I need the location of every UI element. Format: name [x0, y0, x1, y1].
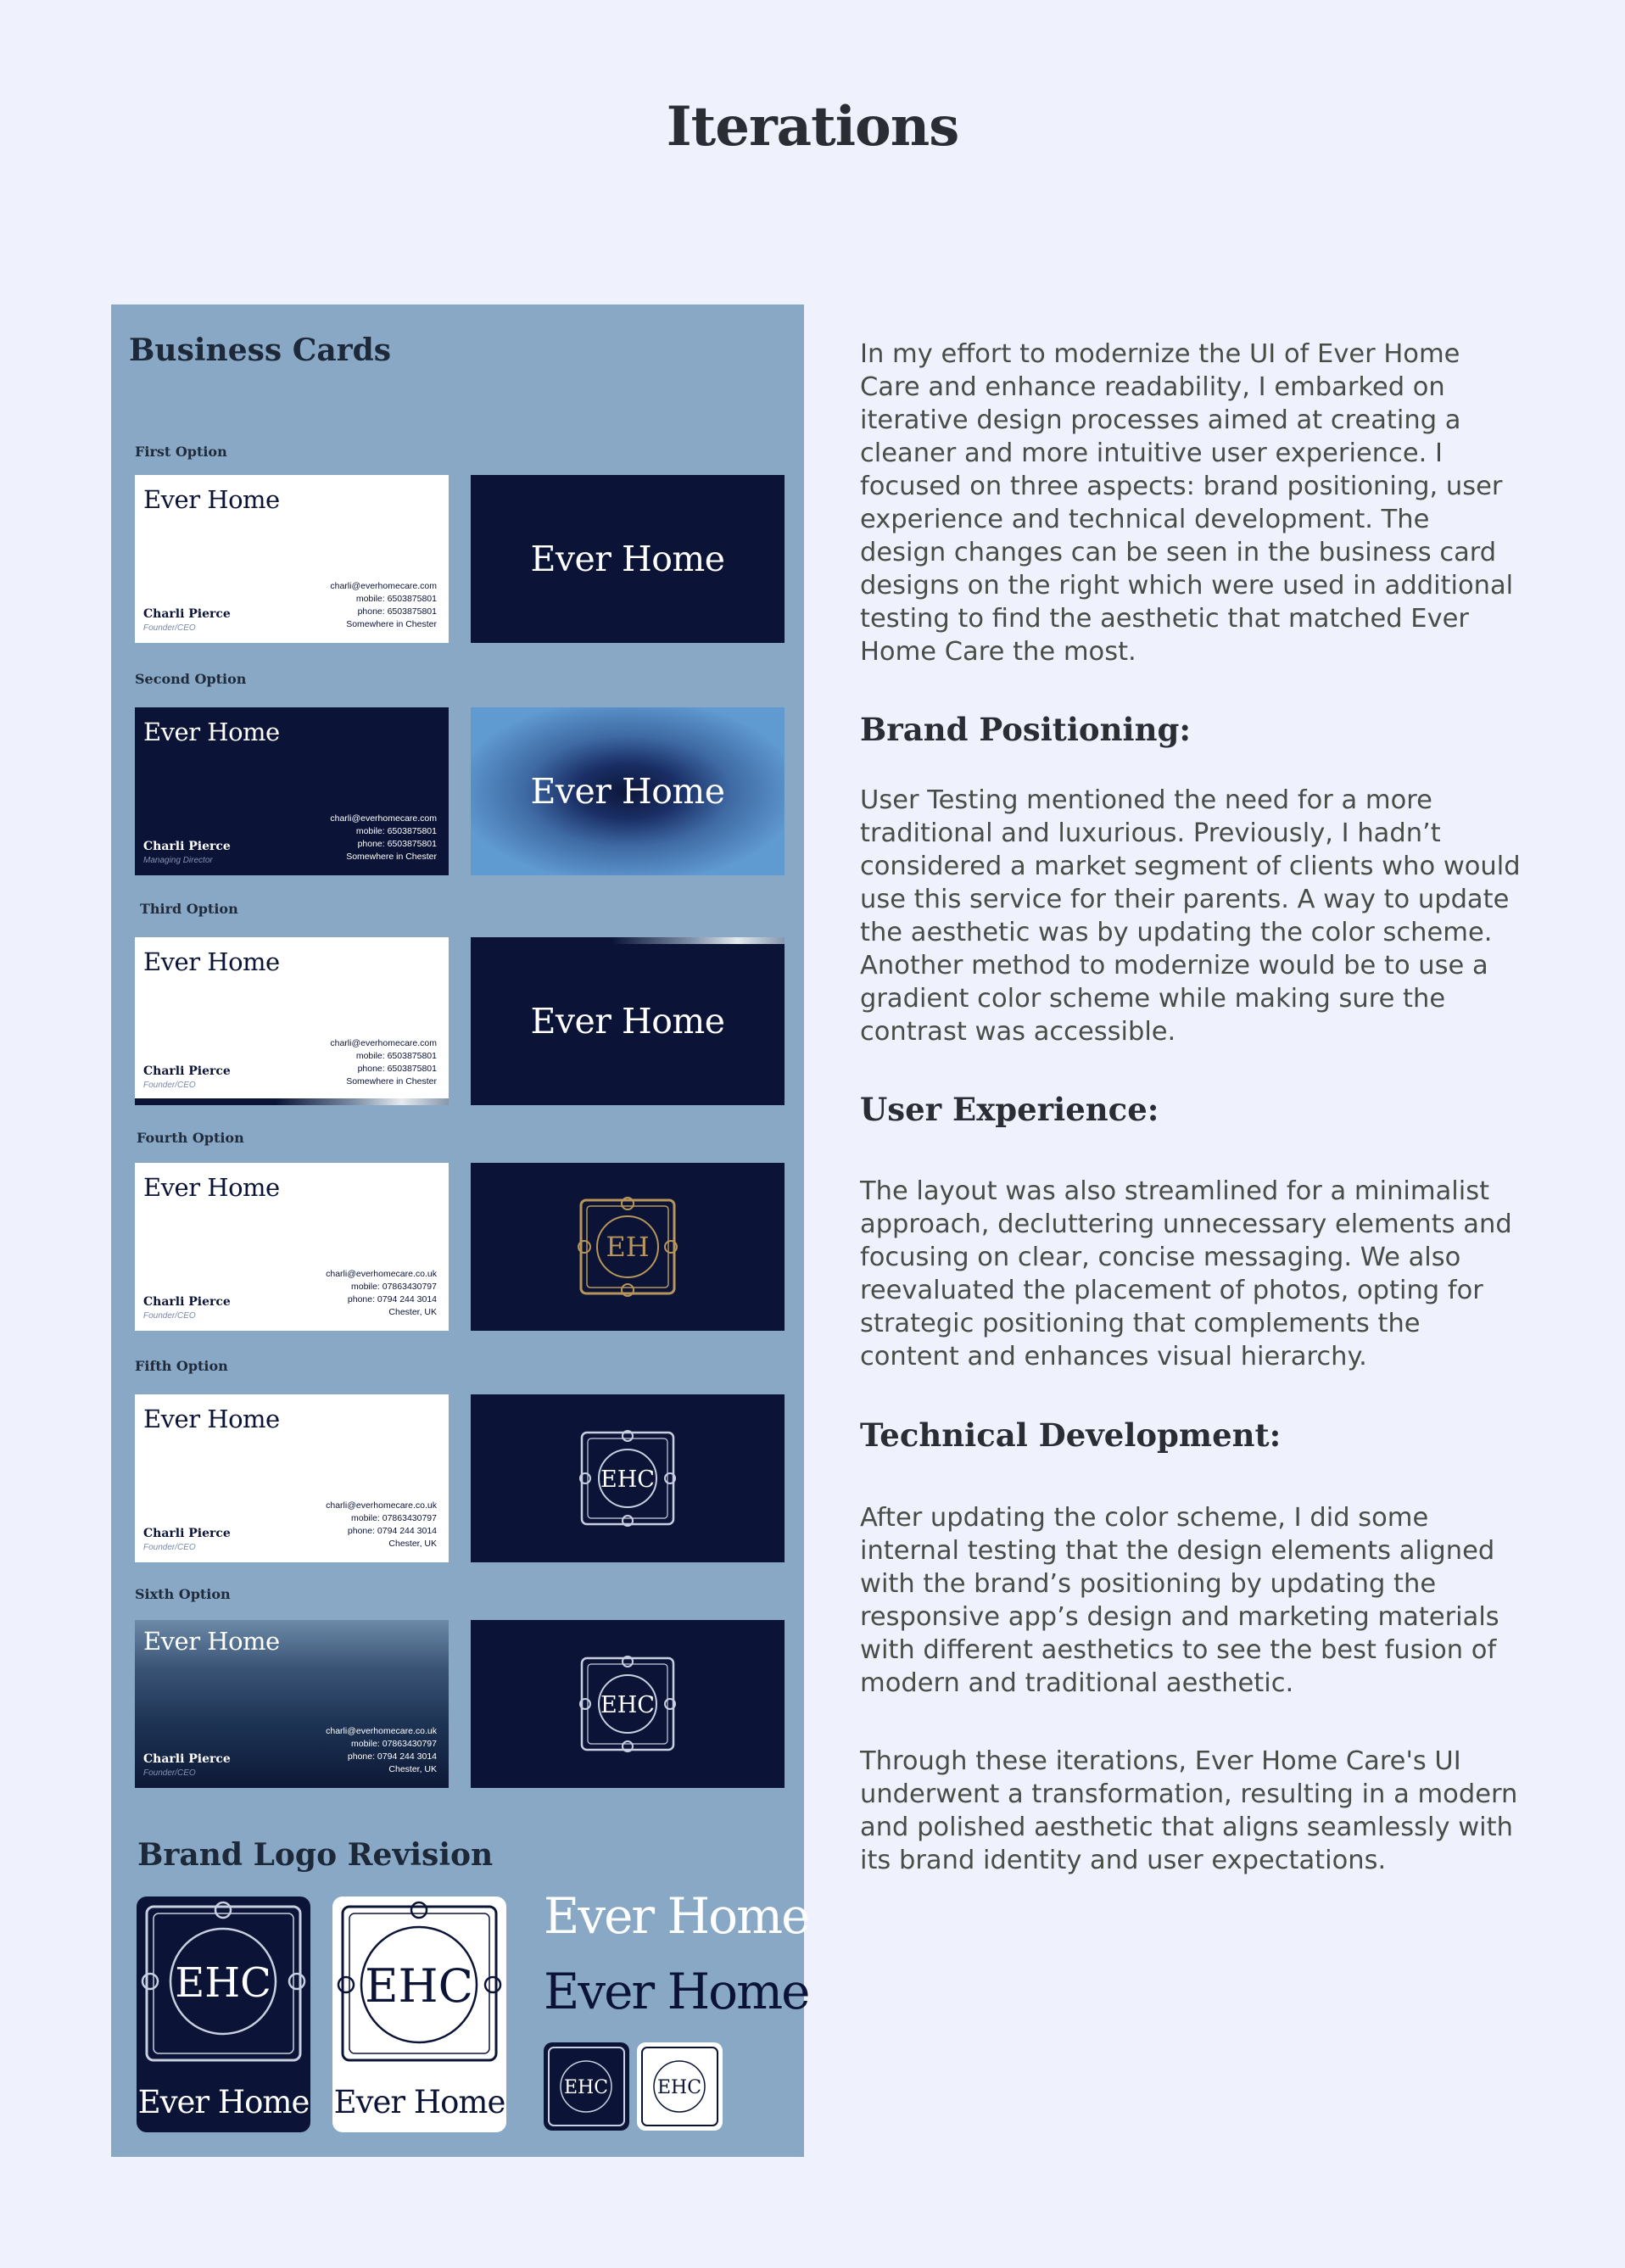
intro-section — [860, 338, 1522, 668]
card-role: Founder/CEO — [143, 1081, 196, 1090]
card-role: Founder/CEO — [143, 1543, 196, 1552]
card-name: Charli Pierce — [143, 1527, 231, 1540]
card-name: Charli Pierce — [143, 607, 231, 621]
card-back — [471, 707, 785, 875]
rope-frame-icon — [332, 1897, 506, 2070]
user-experience-paragraph: The layout was also streamlined for a minimalist approach, decluttering unnecessary elements and focusing on clear, concise messaging. We also reevaluated the placement of photos, opting for strategic positioning that complements the content and enhances visual hierarchy. — [860, 1176, 1512, 1371]
gradient-stripe — [135, 1098, 449, 1105]
option-label: Sixth Option — [135, 1586, 231, 1602]
business-cards-panel — [111, 304, 809, 2157]
card-brand: Ever Home — [143, 1173, 280, 1202]
option-label: Second Option — [135, 671, 247, 687]
brand-positioning-section — [860, 784, 1522, 1048]
contact-address: Chester, UK — [388, 1307, 437, 1317]
option-label: Fifth Option — [135, 1358, 228, 1374]
contact-mobile: mobile: 6503875801 — [355, 826, 437, 836]
card-contact — [330, 1037, 437, 1088]
monogram-emblem — [471, 1620, 785, 1788]
contact-mobile: mobile: 6503875801 — [355, 1051, 437, 1061]
logo-tile-dark — [137, 1897, 310, 2132]
rope-frame-icon — [637, 2042, 723, 2131]
contact-address: Somewhere in Chester — [346, 619, 437, 629]
contact-address: Somewhere in Chester — [346, 852, 437, 862]
contact-email: charli@everhomecare.com — [330, 813, 437, 824]
monogram-emblem — [471, 1163, 785, 1331]
card-back-wordmark: Ever Home — [530, 771, 725, 812]
brand-positioning-paragraph: User Testing mentioned the need for a more traditional and luxurious. Previously, I hadn’t considered a market segment of clients who would use this service for their parents. A way to update the aesthetic was by updating the color scheme. Another method to modernize would be to use a gradient color scheme while making sure the contrast was accessible. — [860, 785, 1521, 1047]
rope-frame-icon — [575, 1651, 680, 1757]
monogram-text: EHC — [600, 1466, 655, 1493]
contact-phone: phone: 6503875801 — [357, 606, 437, 617]
card-role: Founder/CEO — [143, 1768, 196, 1778]
rope-frame-icon — [137, 1897, 310, 2070]
card-back — [471, 1163, 785, 1331]
card-name: Charli Pierce — [143, 1064, 231, 1078]
contact-email: charli@everhomecare.com — [330, 581, 437, 591]
card-name: Charli Pierce — [143, 840, 231, 853]
monogram-text: EHC — [600, 1692, 655, 1718]
page-title: Iterations — [666, 95, 959, 159]
card-back-wordmark: Ever Home — [530, 1001, 725, 1042]
rope-frame-icon — [575, 1426, 680, 1531]
rope-frame-icon — [572, 1192, 683, 1302]
contact-mobile: mobile: 07863430797 — [350, 1739, 437, 1749]
contact-phone: phone: 0794 244 3014 — [347, 1751, 437, 1762]
card-brand: Ever Home — [143, 947, 280, 976]
card-brand: Ever Home — [143, 718, 280, 746]
contact-email: charli@everhomecare.co.uk — [326, 1500, 437, 1511]
card-front — [135, 475, 449, 643]
card-front — [135, 1163, 449, 1331]
technical-development-heading: Technical Development: — [860, 1416, 1282, 1454]
contact-email: charli@everhomecare.com — [330, 1038, 437, 1048]
option-label: Third Option — [140, 901, 238, 917]
card-name: Charli Pierce — [143, 1295, 231, 1309]
contact-phone: phone: 6503875801 — [357, 839, 437, 849]
card-role: Managing Director — [143, 856, 213, 865]
card-back — [471, 1620, 785, 1788]
card-name: Charli Pierce — [143, 1752, 231, 1766]
logo-tile-light — [332, 1897, 506, 2132]
monogram-text: EH — [606, 1231, 650, 1263]
business-cards-heading: Business Cards — [129, 332, 392, 368]
logo-tile-wordmark: Ever Home — [137, 2084, 310, 2120]
card-brand: Ever Home — [143, 1627, 280, 1656]
monogram-text: EHC — [656, 2077, 702, 2098]
contact-mobile: mobile: 07863430797 — [350, 1282, 437, 1292]
card-front — [135, 1620, 449, 1788]
monogram-text: EHC — [563, 2077, 609, 2098]
contact-email: charli@everhomecare.co.uk — [326, 1269, 437, 1279]
monogram-text: EHC — [175, 1959, 271, 2007]
option-label: First Option — [135, 444, 227, 460]
card-front — [135, 707, 449, 875]
card-back — [471, 937, 785, 1105]
intro-paragraph: In my effort to modernize the UI of Ever Home Care and enhance readability, I embarked on iterative design processes aimed at creating a cleaner and more intuitive user experience. I focused on three aspects: brand positioning, user experience and technical development. The design changes can be seen in the business card designs on the right which were used in additional testing to find the aesthetic that matched Ever Home Care the most. — [860, 339, 1514, 667]
technical-development-section — [860, 1501, 1522, 1700]
contact-address: Somewhere in Chester — [346, 1076, 437, 1087]
card-role: Founder/CEO — [143, 623, 196, 633]
logo-tile-wordmark: Ever Home — [333, 2084, 505, 2120]
wordmark-dark: Ever Home — [544, 1963, 809, 2020]
contact-address: Chester, UK — [388, 1764, 437, 1774]
card-contact — [326, 1268, 437, 1319]
contact-mobile: mobile: 07863430797 — [350, 1513, 437, 1523]
card-back-wordmark: Ever Home — [530, 539, 725, 579]
mini-logo-dark — [544, 2042, 629, 2131]
monogram-emblem — [471, 1394, 785, 1562]
conclusion-section — [860, 1745, 1522, 1877]
contact-mobile: mobile: 6503875801 — [355, 594, 437, 604]
card-brand: Ever Home — [143, 1405, 280, 1433]
card-role: Founder/CEO — [143, 1311, 196, 1321]
card-contact — [326, 1500, 437, 1550]
card-contact — [326, 1725, 437, 1776]
user-experience-heading: User Experience: — [860, 1091, 1159, 1128]
card-brand: Ever Home — [143, 485, 280, 514]
contact-phone: phone: 0794 244 3014 — [347, 1294, 437, 1304]
wordmark-light: Ever Home — [544, 1887, 809, 1945]
contact-address: Chester, UK — [388, 1539, 437, 1549]
brand-positioning-heading: Brand Positioning: — [860, 711, 1191, 748]
logo-revision-heading: Brand Logo Revision — [137, 1837, 494, 1873]
technical-development-paragraph: After updating the color scheme, I did some internal testing that the design elements aligned with the brand’s positioning by updating the responsive app’s design and marketing materials with different aesthetics to see the best fusion of modern and traditional aesthetic. — [860, 1503, 1499, 1698]
mini-logo-light — [637, 2042, 723, 2131]
card-contact — [330, 580, 437, 631]
card-back — [471, 475, 785, 643]
user-experience-section — [860, 1175, 1522, 1373]
rope-frame-icon — [544, 2042, 629, 2131]
card-contact — [330, 813, 437, 863]
contact-phone: phone: 0794 244 3014 — [347, 1526, 437, 1536]
card-front — [135, 937, 449, 1105]
option-label: Fourth Option — [137, 1130, 244, 1146]
card-back — [471, 1394, 785, 1562]
contact-email: charli@everhomecare.co.uk — [326, 1726, 437, 1736]
card-front — [135, 1394, 449, 1562]
contact-phone: phone: 6503875801 — [357, 1064, 437, 1074]
monogram-text: EHC — [365, 1959, 473, 2013]
conclusion-paragraph: Through these iterations, Ever Home Care's UI underwent a transformation, resulting in a modern and polished aesthetic that aligns seamlessly with its brand identity and user expectations. — [860, 1746, 1518, 1875]
